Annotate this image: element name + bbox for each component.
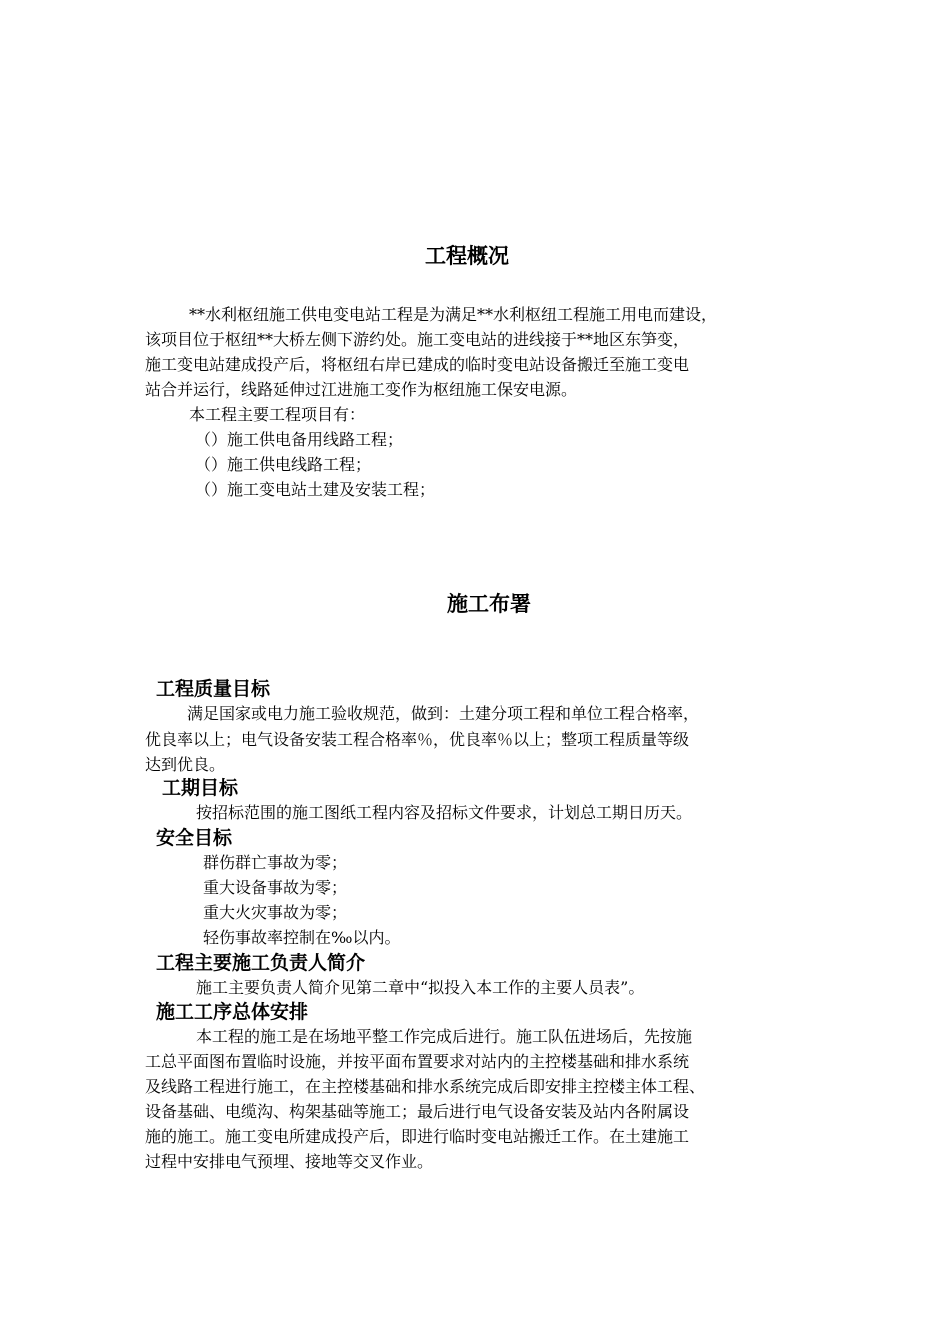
heading-sequence: 施工工序总体安排 (156, 1001, 309, 1023)
safety-item: 群伤群亡事故为零； (203, 853, 348, 872)
heading-schedule-target: 工期目标 (162, 777, 239, 799)
project-items-lead: 本工程主要工程项目有： (189, 405, 366, 424)
overview-paragraph-line: 该项目位于枢纽**大桥左侧下游约处。施工变电站的进线接于**地区东笋变， (145, 330, 690, 349)
project-item: （）施工供电备用线路工程； (195, 430, 404, 449)
heading-safety-target: 安全目标 (156, 827, 233, 849)
safety-item: 重大火灾事故为零； (203, 903, 348, 922)
overview-paragraph-line: 站合并运行，线路延伸过江进施工变作为枢纽施工保安电源。 (145, 380, 578, 399)
quality-line: 优良率以上；电气设备安装工程合格率％，优良率％以上；整项工程质量等级 (145, 730, 690, 749)
overview-paragraph-line: **水利枢纽施工供电变电站工程是为满足**水利枢纽工程施工用电而建设， (189, 305, 718, 324)
personnel-line: 施工主要负责人简介见第二章中“拟投入本工作的主要人员表”。 (196, 978, 645, 997)
section-title-deployment: 施工布署 (447, 592, 531, 616)
schedule-line: 按招标范围的施工图纸工程内容及招标文件要求，计划总工期日历天。 (196, 803, 693, 822)
safety-item: 轻伤事故率控制在‰以内。 (203, 928, 401, 947)
quality-line: 达到优良。 (145, 755, 226, 774)
sequence-line: 设备基础、电缆沟、构架基础等施工；最后进行电气设备安装及站内各附属设 (145, 1102, 690, 1121)
quality-line: 满足国家或电力施工验收规范，做到：土建分项工程和单位工程合格率， (187, 704, 700, 723)
overview-paragraph-line: 施工变电站建成投产后，将枢纽右岸已建成的临时变电站设备搬迁至施工变电 (145, 355, 690, 374)
section-title-overview: 工程概况 (425, 244, 509, 268)
project-item: （）施工供电线路工程； (195, 455, 372, 474)
sequence-line: 工总平面图布置临时设施，并按平面布置要求对站内的主控楼基础和排水系统 (145, 1052, 690, 1071)
sequence-line: 施的施工。施工变电所建成投产后，即进行临时变电站搬迁工作。在土建施工 (145, 1127, 690, 1146)
safety-item: 重大设备事故为零； (203, 878, 348, 897)
sequence-line: 过程中安排电气预埋、接地等交叉作业。 (145, 1152, 434, 1171)
sequence-line: 本工程的施工是在场地平整工作完成后进行。施工队伍进场后，先按施 (196, 1027, 693, 1046)
sequence-line: 及线路工程进行施工，在主控楼基础和排水系统完成后即安排主控楼主体工程、 (145, 1077, 706, 1096)
heading-quality-target: 工程质量目标 (156, 678, 271, 700)
project-item: （）施工变电站土建及安装工程； (195, 480, 436, 499)
heading-personnel: 工程主要施工负责人简介 (156, 952, 366, 974)
